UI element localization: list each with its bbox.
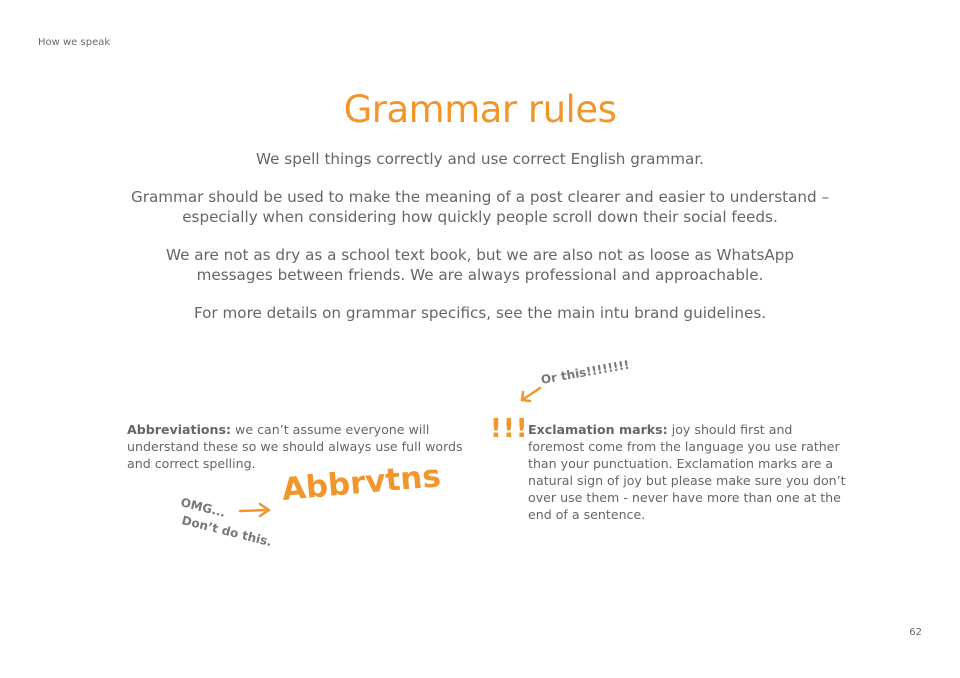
- or-this-note: Or this!!!!!!!!: [539, 357, 631, 387]
- intro-paragraph: For more details on grammar specifics, see the main intu brand guidelines.: [193, 304, 767, 322]
- arrow-icon: [518, 386, 542, 406]
- intro-paragraph: We spell things correctly and use correct English grammar.: [255, 150, 705, 168]
- intro-text: [130, 149, 830, 341]
- abbreviation-example: Abbrvtns: [280, 458, 443, 508]
- omg-note: OMG...: [179, 495, 228, 520]
- abbreviations-heading: Abbreviations:: [127, 422, 232, 437]
- arrow-right-icon: [238, 500, 272, 520]
- abbreviations-body: we can’t assume everyone will understand these so we should always use full words and correct spelling.: [127, 422, 463, 471]
- exclamation-icon: !!!: [490, 414, 529, 444]
- section-label: How we speak: [38, 37, 111, 48]
- exclamation-body: joy should first and foremost come from the language you use rather than your punctuation. Exclamation marks are a natural sign of joy but please make sure you don’t over use them - never have more than one at the end of a sentence.: [528, 422, 846, 522]
- page-number: 62: [909, 627, 922, 638]
- exclamation-section: [528, 421, 848, 523]
- exclamation-heading: Exclamation marks:: [528, 422, 668, 437]
- page-title: Grammar rules: [343, 88, 617, 131]
- intro-paragraph: We are not as dry as a school text book, but we are also not as loose as WhatsApp messages between friends. We are always professional and approachable.: [165, 246, 795, 284]
- intro-paragraph: Grammar should be used to make the meaning of a post clearer and easier to understand – especially when considering how quickly people scroll down their social feeds.: [130, 188, 830, 226]
- dont-do-this-note: Don’t do this.: [180, 513, 274, 550]
